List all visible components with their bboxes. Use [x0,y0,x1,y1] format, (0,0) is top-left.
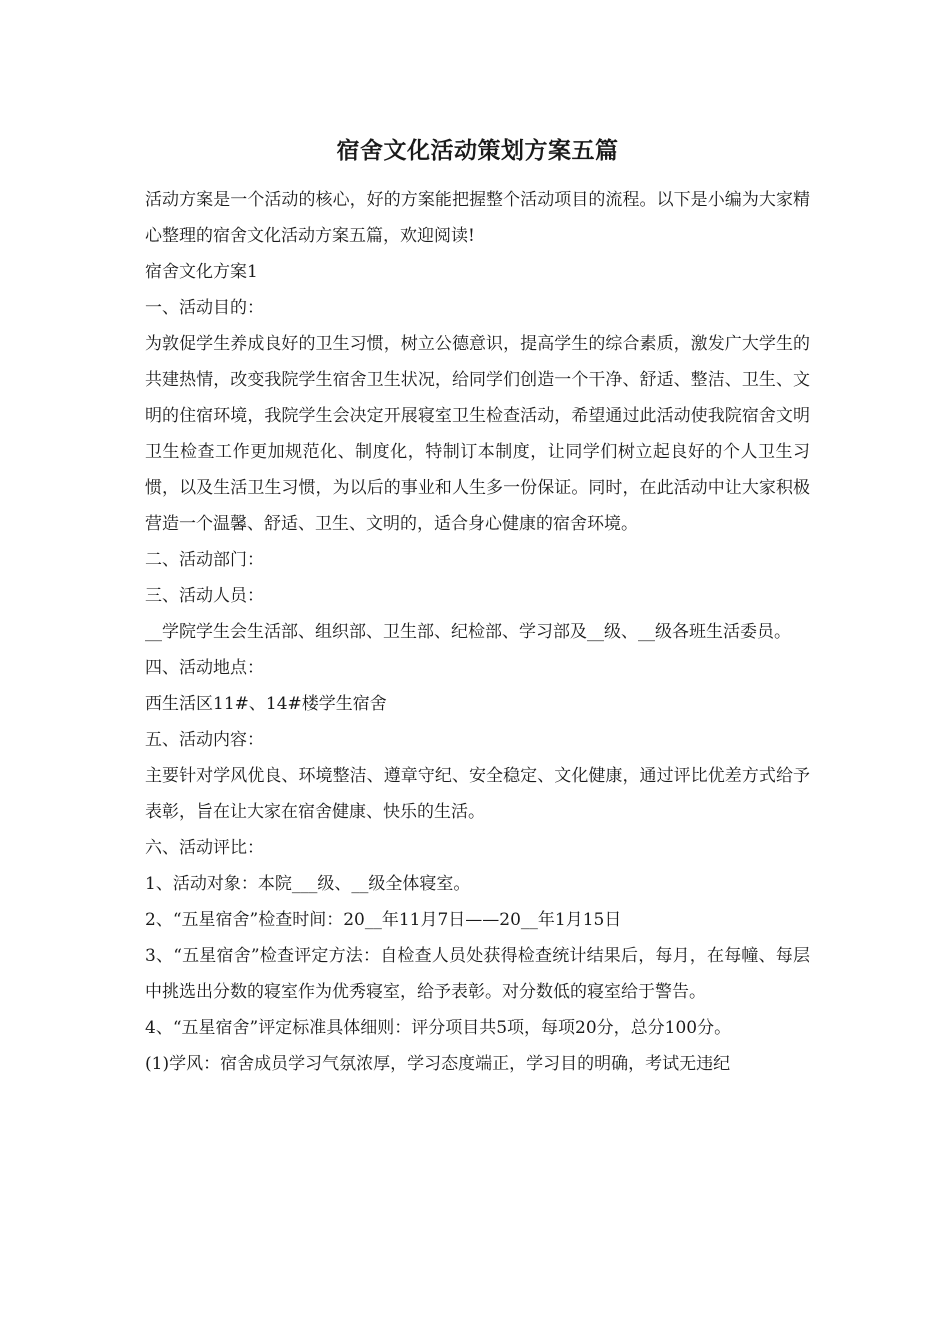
heading-activity-content: 五、活动内容： [145,730,264,750]
heading-activity-personnel: 三、活动人员： [145,586,264,606]
heading-activity-evaluation: 六、活动评比： [145,838,264,858]
heading-activity-department: 二、活动部门： [145,550,264,570]
list-item-criteria-1: (1)学风：宿舍成员学习气氛浓厚，学习态度端正，学习目的明确，考试无违纪 [145,1054,731,1074]
heading-activity-purpose: 一、活动目的： [145,298,264,318]
list-item-evaluation-3: 3、“五星宿舍”检查评定方法：自检查人员处获得检查统计结果后，每月，在每幢、每层中挑选出分数的寝室作为优秀寝室，给予表彰。对分数低的寝室给于警告。 [145,946,810,1002]
list-item-evaluation-1: 1、活动对象：本院___级、__级全体寝室。 [145,874,471,894]
paragraph-activity-purpose: 为敦促学生养成良好的卫生习惯，树立公德意识，提高学生的综合素质，激发广大学生的共建热情，改变我院学生宿舍卫生状况，给同学们创造一个干净、舒适、整洁、卫生、文明的住宿环境，我院学生会决定开展寝室卫生检查活动，希望通过此活动使我院宿舍文明卫生检查工作更加规范化、制度化，特制订本制度，让同学们树立起良好的个人卫生习惯，以及生活卫生习惯，为以后的事业和人生多一份保证。同时，在此活动中让大家积极营造一个温馨、舒适、卫生、文明的，适合身心健康的宿舍环境。 [145,334,810,534]
section-heading-plan-1: 宿舍文化方案1 [145,262,258,282]
paragraph-activity-personnel: __学院学生会生活部、组织部、卫生部、纪检部、学习部及__级、__级各班生活委员。 [145,622,791,642]
paragraph-activity-location: 西生活区11#、14#楼学生宿舍 [145,694,387,714]
document-title: 宿舍文化活动策划方案五篇 [336,137,619,164]
list-item-evaluation-2: 2、“五星宿舍”检查时间：20__年11月7日——20__年1月15日 [145,910,622,930]
heading-activity-location: 四、活动地点： [145,658,264,678]
list-item-evaluation-4: 4、“五星宿舍”评定标准具体细则：评分项目共5项，每项20分，总分100分。 [145,1018,732,1038]
paragraph-activity-content: 主要针对学风优良、环境整洁、遵章守纪、安全稳定、文化健康，通过评比优差方式给予表彰，旨在让大家在宿舍健康、快乐的生活。 [145,766,810,822]
intro-paragraph: 活动方案是一个活动的核心，好的方案能把握整个活动项目的流程。以下是小编为大家精心整理的宿舍文化活动方案五篇，欢迎阅读! [145,190,810,246]
document-page [145,118,810,1082]
